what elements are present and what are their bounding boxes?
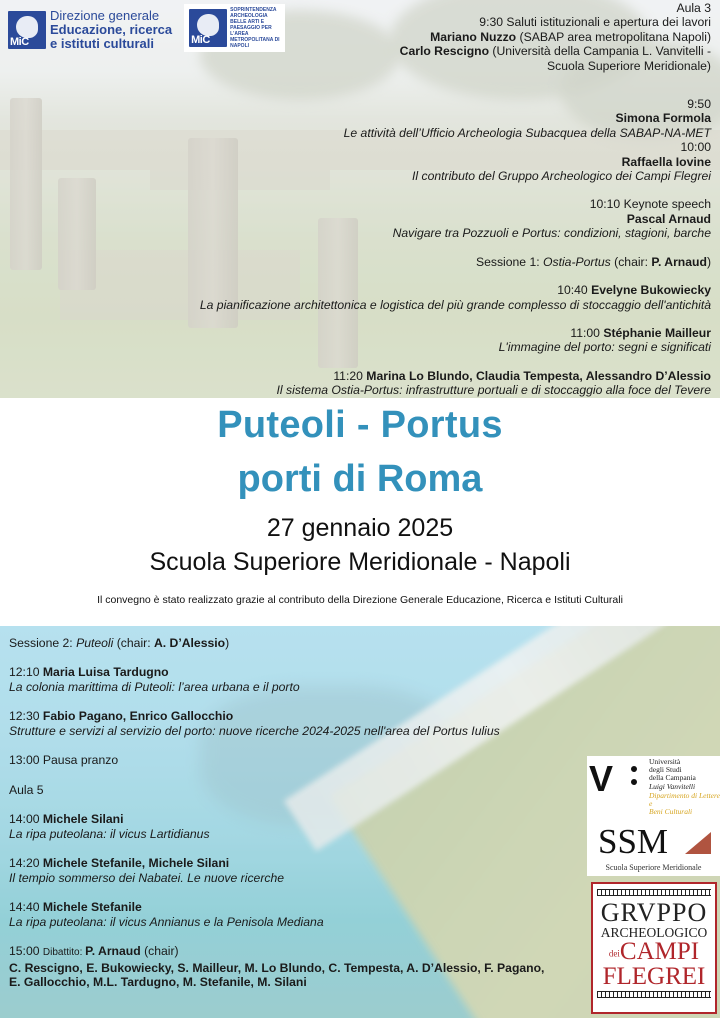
debate-header: 15:00 Dibattito: P. Arnaud (chair) — [9, 944, 179, 959]
talk-title: La ripa puteolana: il vicus Lartidianus — [9, 826, 210, 841]
soprintendenza-text: SOPRINTENDENZA ARCHEOLOGIA BELLE ARTI E PAESAGGIO PER L'AREA METROPOLITANA DI NAPOLI — [230, 7, 280, 49]
talk-time: 10:00 — [680, 140, 711, 155]
opening-speaker: Mariano Nuzzo (SABAP area metropolitana Napoli) — [430, 29, 711, 44]
mic-directorate-logo — [8, 8, 172, 52]
event-venue: Scuola Superiore Meridionale - Napoli — [149, 548, 571, 576]
talk-header: 10:40 Evelyne Bukowiecky — [557, 283, 711, 298]
opening-speaker: Carlo Rescigno (Università della Campania L. Vanvitelli - — [399, 44, 711, 59]
gruppo-archeologico-logo: GRVPPO ARCHEOLOGICO deiCAMPI FLEGREI — [591, 882, 717, 1014]
talk-header: 11:00 Stéphanie Mailleur — [570, 325, 711, 340]
colon-dots-icon — [631, 766, 638, 792]
talk-title: La ripa puteolana: il vicus Annianus e la Penisola Mediana — [9, 914, 324, 929]
talk-title: La colonia marittima di Puteoli: l’area urbana e il porto — [9, 679, 300, 694]
talk-header: 14:00 Michele Silani — [9, 812, 124, 827]
triangle-icon — [685, 832, 711, 854]
logo-line: Direzione generale — [50, 8, 160, 23]
session-heading: Sessione 2: Puteoli (chair: A. D’Alessio) — [9, 636, 230, 650]
logo-line: Educazione, ricerca — [50, 22, 173, 37]
talk-title: Le attività dell’Ufficio Archeologia Subacquea della SABAP-NA-MET — [343, 125, 711, 140]
mic-head-icon: MiC — [8, 11, 46, 49]
debate-participants: E. Gallocchio, M.L. Tardugno, M. Stefanile, M. Silani — [9, 975, 307, 990]
title-block — [0, 398, 720, 626]
talk-title: La pianificazione architettonica e logistica del più grande complesso di stoccaggio dell'antichità — [199, 297, 711, 312]
speaker-name: Carlo Rescigno — [399, 44, 490, 59]
talk-title: Il sistema Ostia-Portus: infrastrutture portuali e di stoccaggio alla foce del Tevere — [276, 383, 711, 398]
speaker-name: Simona Formola — [615, 111, 711, 126]
talk-title: Navigare tra Pozzuoli e Portus: condizioni, stagioni, barche — [392, 226, 711, 241]
speaker-name: Raffaella Iovine — [621, 154, 711, 169]
vanvitelli-logo: V Università degli Studi della Campania Luigi Vanvitelli Dipartimento di Lettere e Beni Culturali — [589, 757, 720, 817]
mic-head-icon: MiC — [189, 9, 227, 47]
afternoon-program — [9, 636, 544, 990]
logo-line: e istituti culturali — [50, 36, 155, 51]
venue-label: Aula 3 — [676, 1, 711, 15]
talk-title: Strutture e servizi al servizio del porto: nuove ricerche 2024-2025 nell'area del Portus Iulius — [9, 723, 500, 738]
keynote-label: 10:10 Keynote speech — [589, 197, 711, 212]
speaker-name: Mariano Nuzzo — [430, 29, 517, 44]
greek-key-border-icon — [597, 991, 711, 998]
talk-header: 11:20 Marina Lo Blundo, Claudia Tempesta, Alessandro D’Alessio — [333, 368, 711, 383]
talk-header: 14:40 Michele Stefanile — [9, 900, 142, 915]
talk-title: Il contributo del Gruppo Archeologico dei Campi Flegrei — [412, 169, 711, 184]
event-subtitle: porti di Roma — [237, 458, 483, 500]
lunch-break: 13:00 Pausa pranzo — [9, 753, 119, 768]
funding-credit: Il convegno è stato realizzato grazie al contributo della Direzione Generale Educazione, Ricerca e Istituti Culturali — [97, 594, 623, 606]
talk-time: 9:50 — [687, 97, 711, 112]
debate-participants: C. Rescigno, E. Bukowiecky, S. Mailleur, M. Lo Blundo, C. Tempesta, A. D’Alessio, F. Pagano, — [9, 960, 545, 975]
talk-title: Il tempio sommerso dei Nabatei. Le nuove ricerche — [9, 870, 285, 885]
talk-header: 14:20 Michele Stefanile, Michele Silani — [9, 856, 230, 871]
event-date: 27 gennaio 2025 — [266, 514, 454, 542]
talk-title: L'immagine del porto: segni e significati — [498, 340, 711, 355]
event-title: Puteoli - Portus — [217, 404, 503, 446]
morning-program: Aula 3 9:30 Saluti istituzionali e apertura dei lavori Mariano Nuzzo (SABAP area metropolitana Napoli) Carlo Rescigno (Università della Campania L. Vanvitelli - Scuola Superiore Meridionale) 9:50 Simona Formola Le attività dell’Ufficio Archeologia Subacquea della SABAP-NA-MET 10:00 Raffaella Iovine Il contributo del Gruppo Archeologico dei Campi Flegrei 10:10 Keynote speech Pascal Arnaud Navigare tra Pozzuoli e Portus: condizioni, stagioni, barche Sessione 1: Ostia-Portus (chair: P. Arnaud) 10:40 Evelyne Bukowiecky La pianificazione architettonica e logistica del più grande complesso di stoccaggio dell'antichità 11:00 Stéphanie Mailleur L'immagine del porto: segni e significati 11:20 Marina Lo Blundo, Claudia Tempesta, Alessandro D’Alessio Il sistema Ostia-Portus: infrastrutture portuali e di stoccaggio alla foce del Tevere — [199, 1, 711, 398]
speaker-name: Pascal Arnaud — [626, 211, 711, 226]
talk-header: 12:30 Fabio Pagano, Enrico Gallocchio — [9, 709, 234, 724]
ssm-logo: SSM Scuola Superiore Meridionale — [587, 818, 720, 876]
opening-line: 9:30 Saluti istituzionali e apertura dei lavori — [479, 15, 711, 30]
venue-label: Aula 5 — [9, 782, 44, 797]
greek-key-border-icon — [597, 889, 711, 896]
v-mark-icon: V — [589, 758, 614, 799]
session-heading: Sessione 1: Ostia-Portus (chair: P. Arnaud) — [475, 254, 711, 269]
talk-header: 12:10 Maria Luisa Tardugno — [9, 665, 169, 680]
